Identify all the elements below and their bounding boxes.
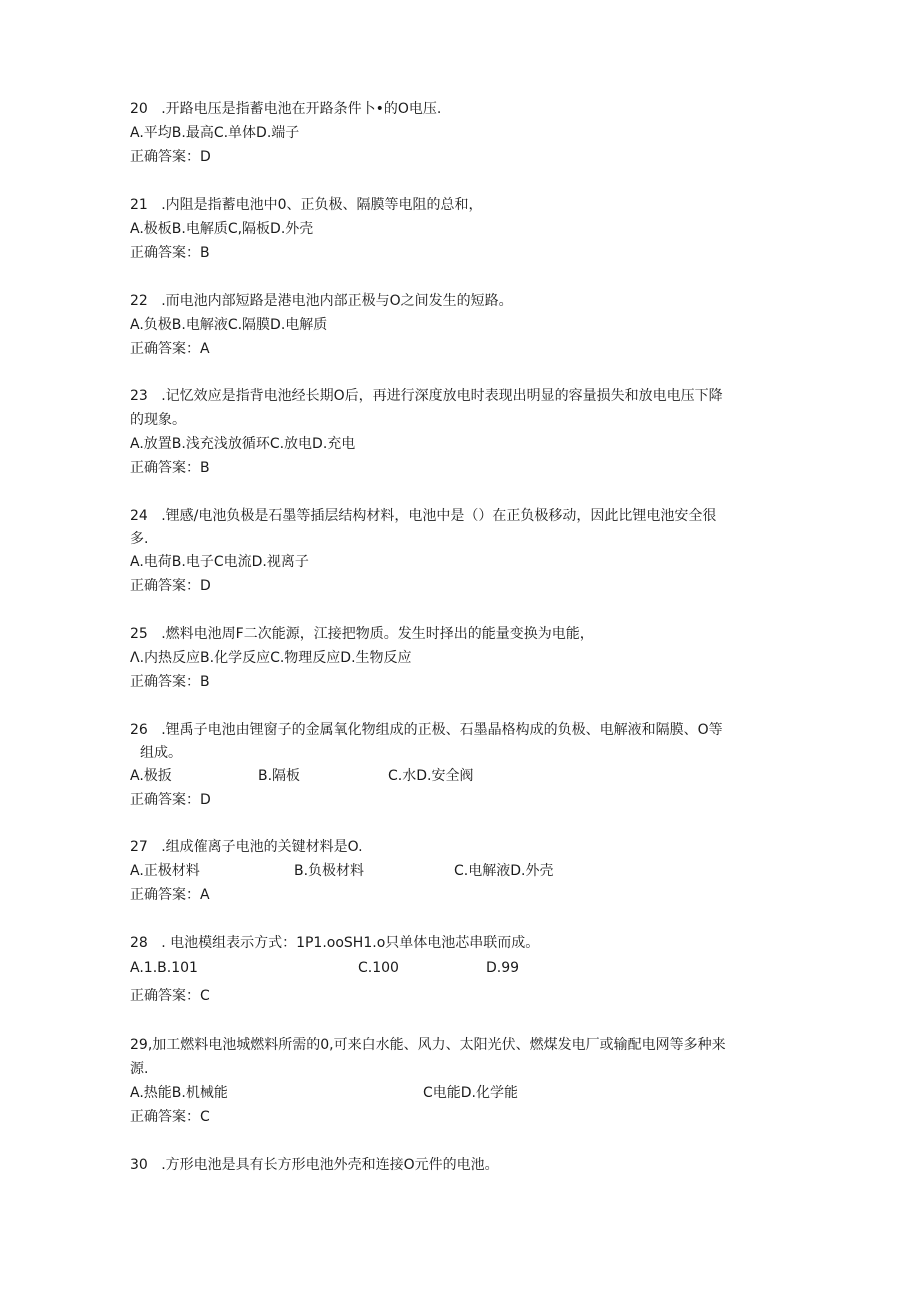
question-25-stem <box>130 624 594 644</box>
question-number: 27 <box>130 839 148 855</box>
question-24-stem <box>130 506 716 526</box>
question-23-options: A.放置B.浅充浅放循环C.放电D.充电 <box>130 436 356 452</box>
question-22-stem <box>130 291 513 311</box>
question-29-stem-cont: 源. <box>130 1061 149 1077</box>
question-28-option-ab: A.1.B.101 <box>130 960 198 976</box>
question-27-option-b: B.负极材料 <box>294 863 365 879</box>
question-text: .内阻是指蓄电池中0、正负极、隔膜等电阻的总和， <box>161 197 483 213</box>
question-22-answer: 正确答案：A <box>130 341 210 357</box>
question-22-options: A.负极B.电解液C.隔膜D.电解质 <box>130 317 328 333</box>
question-25-options: Λ.内热反应B.化学反应C.物理反应D.生物反应 <box>130 650 412 666</box>
question-29-option-ab: A.热能B.机械能 <box>130 1085 228 1101</box>
question-26-option-cd: C.水D.安全阀 <box>388 768 474 784</box>
question-20-answer: 正确答案：D <box>130 149 211 165</box>
question-21-options: A.极板B.电解质C,隔板D.外壳 <box>130 221 314 237</box>
question-28-stem <box>130 933 539 953</box>
question-23-stem <box>130 386 723 406</box>
question-text: .燃料电池周F二次能源，江接把物质。发生时择出的能量变换为电能， <box>161 626 594 642</box>
question-text: .方形电池是具有长方形电池外壳和连接O元件的电池。 <box>161 1157 499 1173</box>
question-26-answer: 正确答案：D <box>130 792 211 808</box>
question-text: .开路电压是指蓄电池在开路条件卜•的O电压. <box>161 101 442 117</box>
question-28-option-c: C.100 <box>358 960 399 976</box>
question-29-option-cd: C电能D.化学能 <box>423 1085 519 1101</box>
question-number: 28 <box>130 935 148 951</box>
question-number: 24 <box>130 508 148 524</box>
question-25-answer: 正确答案：B <box>130 674 210 690</box>
question-number: 20 <box>130 101 148 117</box>
question-number: 25 <box>130 626 148 642</box>
question-29-stem <box>130 1035 726 1055</box>
question-text: ,加工燃料电池城燃料所需的0,可来白水能、风力、太阳光伏、燃煤发电厂或输配电网等多种来 <box>147 1037 726 1053</box>
question-text: .锂感/电池负极是石墨等插层结构材料，电池中是（）在正负极移动，因此比锂电池安全很 <box>161 508 717 524</box>
question-28-answer: 正确答案：C <box>130 988 210 1004</box>
question-21-stem <box>130 195 483 215</box>
question-24-options: A.电荷B.电子C电流D.视离子 <box>130 554 309 570</box>
question-28-option-d: D.99 <box>486 960 520 976</box>
question-26-stem <box>130 720 723 740</box>
question-24-stem-cont: 多. <box>130 531 149 547</box>
question-number: 29 <box>130 1037 148 1053</box>
question-number: 21 <box>130 197 148 213</box>
question-20-stem <box>130 99 441 119</box>
question-29-answer: 正确答案：C <box>130 1109 210 1125</box>
question-number: 26 <box>130 722 148 738</box>
question-26-stem-cont: 组成。 <box>140 745 182 761</box>
question-26-option-b: B.隔板 <box>258 768 301 784</box>
question-number: 22 <box>130 293 148 309</box>
question-23-answer: 正确答案：B <box>130 460 210 476</box>
question-23-stem-cont: 的现象。 <box>130 412 186 428</box>
question-24-answer: 正确答案：D <box>130 578 211 594</box>
question-text: .组成傕离子电池的关键材料是O. <box>161 839 363 855</box>
question-number: 23 <box>130 388 148 404</box>
question-text: . 电池模组表示方式：1P1.ooSH1.o只单体电池芯串联而成。 <box>161 935 540 951</box>
question-30-stem <box>130 1155 499 1175</box>
question-27-option-a: A.正极材料 <box>130 863 200 879</box>
question-text: .而电池内部短路是港电池内部正极与O之间发生的短路。 <box>161 293 513 309</box>
question-21-answer: 正确答案：B <box>130 245 210 261</box>
question-27-answer: 正确答案：A <box>130 887 210 903</box>
question-26-option-a: A.极扳 <box>130 768 172 784</box>
question-27-stem <box>130 837 363 857</box>
question-number: 30 <box>130 1157 148 1173</box>
question-text: .记忆效应是指背电池经长期O后，再进行深度放电时表现出明显的容量损失和放电电压下降 <box>161 388 723 404</box>
question-text: .锂禹子电池由锂窗子的金属氧化物组成的正极、石墨晶格构成的负极、电解液和隔膜、O等 <box>161 722 723 738</box>
question-20-options: A.平均B.最高C.单体D.端子 <box>130 125 300 141</box>
question-27-option-cd: C.电解液D.外壳 <box>454 863 554 879</box>
